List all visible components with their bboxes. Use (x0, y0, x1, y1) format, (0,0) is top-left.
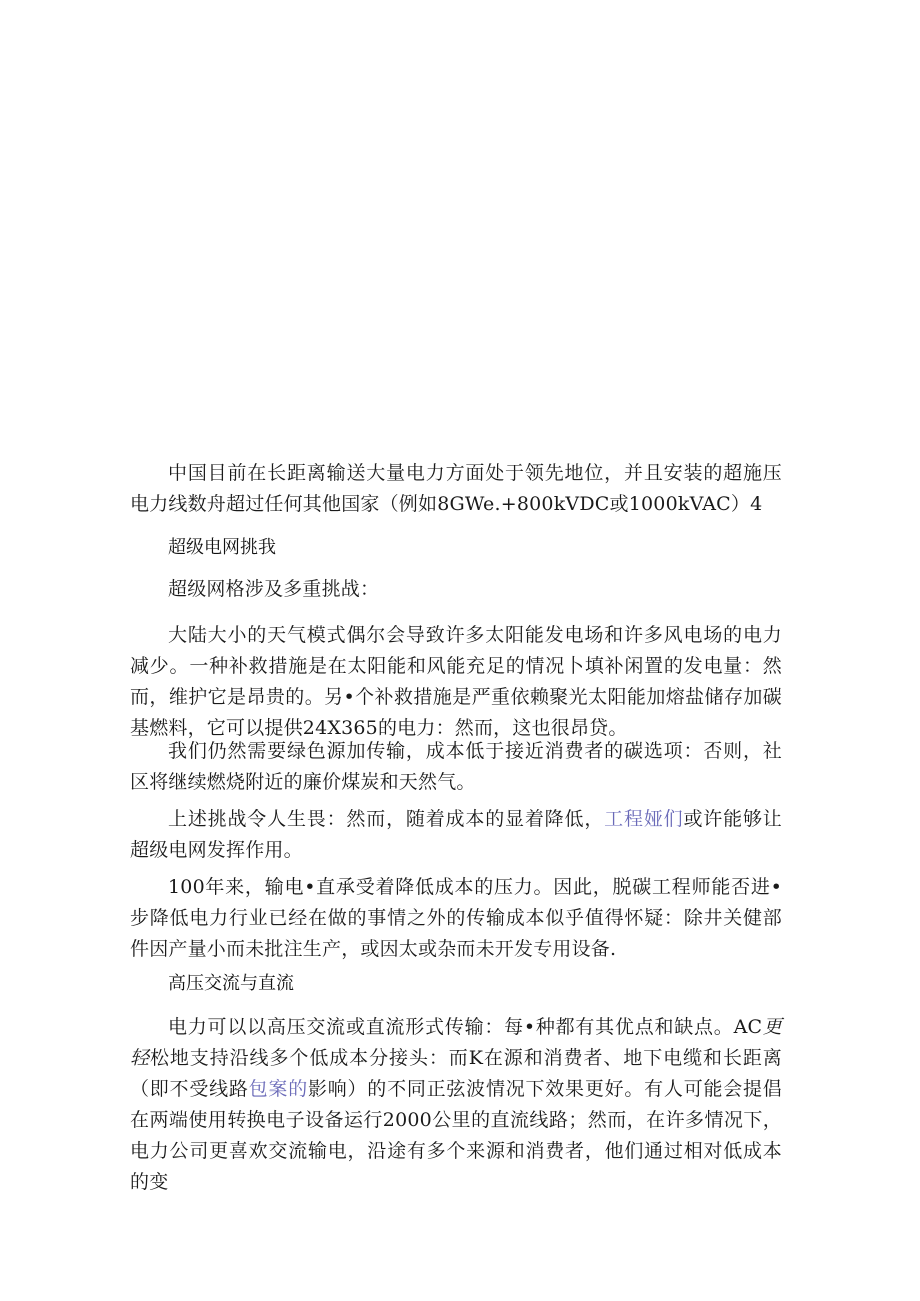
paragraph-text (130, 1012, 782, 1198)
paragraph-text: 我们仍然需要绿色源加传输，成本低于接近消费者的碳选项：否则，社区将继续燃烧附近的廉价煤炭和天然气。 (130, 740, 782, 793)
paragraph-text: 超级网格涉及多重挑战： (168, 578, 380, 600)
text-after-link: 或许能够让超级电网发挥作用。 (130, 808, 782, 861)
paragraph-green-source (130, 736, 782, 798)
paragraph-hundred-years (130, 872, 782, 965)
text-part-3: 影响）的不同正弦波情况下效果更好。有人可能会提倡在两端使用转换电子设备运行2000公里的直流线路；然而，在许多情况下，电力公司更喜欢交流输电，沿途有多个来源和消费者，他们通过相对低成本的变 (130, 1078, 782, 1193)
engineers-link[interactable]: 工程娅们 (604, 808, 684, 830)
italic-text: 更轻 (130, 1016, 783, 1069)
text-part-2: 松地支持沿线多个低成本分接头：而K在源和消费者、地下电缆和长距离（即不受线路 (130, 1047, 782, 1100)
paragraph-challenges-intro (130, 574, 782, 605)
section-heading-hvac-hvdc (130, 970, 782, 998)
paragraph-china-lead (130, 458, 782, 520)
paragraph-text: 100年来，输电•直承受着降低成本的压力。因此，脱碳工程师能否进•步降低电力行业已经在做的事情之外的传输成本似乎值得怀疑：除井关健部件因产量小而未批注生产，或因太或杂而未开发专用设备. (130, 876, 782, 960)
text-part-1: 电力可以以高压交流或直流形式传输：每•种都有其优点和缺点。AC (168, 1016, 763, 1038)
paragraph-weather (130, 620, 782, 744)
heading-text: 高压交流与直流 (168, 973, 294, 994)
text-before-link: 上述挑战令人生畏：然而，随着成本的显着降低， (168, 808, 605, 830)
paragraph-daunting (130, 804, 782, 866)
paragraph-text: 中国目前在长距离输送大量电力方面处于领先地位，并且安装的超施压电力线数舟超过任何其他国家（例如8GWe.+800kVDC或1000kVAC）4 (130, 462, 782, 515)
section-heading-supergrid (130, 534, 782, 562)
inline-link[interactable]: 包案的 (248, 1078, 308, 1100)
heading-text: 超级电网挑我 (168, 537, 276, 558)
paragraph-text (130, 804, 782, 866)
paragraph-ac-dc (130, 1012, 782, 1198)
paragraph-text: 大陆大小的天气模式偶尔会导致许多太阳能发电场和许多风电场的电力减少。一种补救措施是在太阳能和风能充足的情况卜填补闲置的发电量：然而，维护它是昂贵的。另•个补救措施是严重依赖聚光太阳能加熔盐储存加碳基燃料，它可以提供24X365的电力：然而，这也很昂贷。 (130, 624, 782, 739)
